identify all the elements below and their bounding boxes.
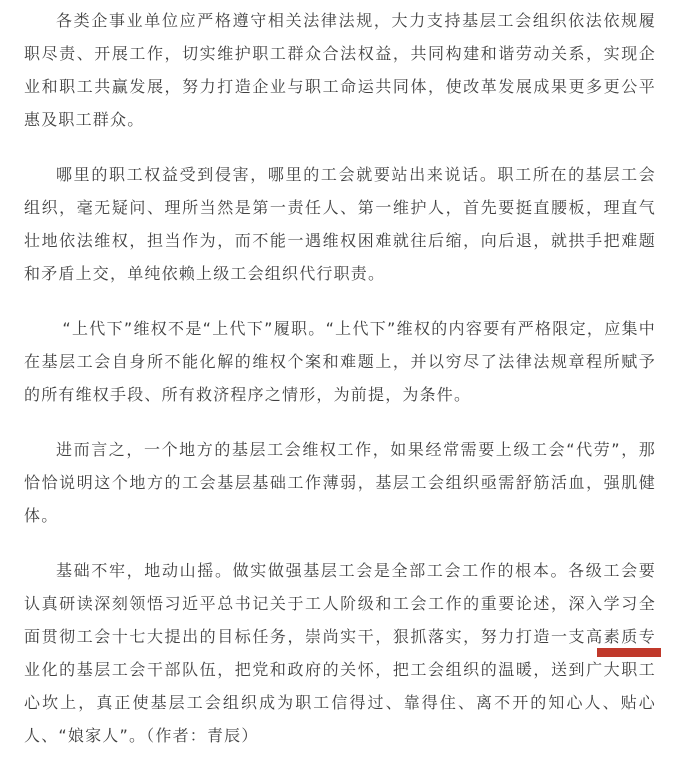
- paragraph-4: 进而言之，一个地方的基层工会维权工作，如果经常需要上级工会“代劳”，那恰恰说明这个地方的工会基层基础工作薄弱，基层工会组织亟需舒筋活血，强肌健体。: [24, 440, 656, 525]
- article-body: [24, 4, 656, 774]
- paragraph-1: 各类企事业单位应严格遵守相关法律法规，大力支持基层工会组织依法依规履职尽责、开展工作，切实维护职工群众合法权益，共同构建和谐劳动关系，实现企业和职工共赢发展，努力打造企业与职工命运共同体，使改革发展成果更多更公平惠及职工群众。: [24, 11, 656, 129]
- paragraph-5: 基础不牢，地动山摇。做实做强基层工会是全部工会工作的根本。各级工会要认真研读深刻领悟习近平总书记关于工人阶级和工会工作的重要论述，深入学习全面贯彻工会十七大提出的目标任务，崇尚实干，狠抓落实，努力打造一支高素质专业化的基层工会干部队伍，把党和政府的关怀，把工会组织的温暖，送到广大职工心坎上，真正使基层工会组织成为职工信得过、靠得住、离不开的知心人、贴心人、“娘家人”。（作者：青辰）: [24, 561, 656, 745]
- decorative-accent-bar: [597, 648, 661, 657]
- paragraph-2: 哪里的职工权益受到侵害，哪里的工会就要站出来说话。职工所在的基层工会组织，毫无疑问、理所当然是第一责任人、第一维护人，首先要挺直腰板，理直气壮地依法维权，担当作为，而不能一遇维权困难就往后缩，向后退，就拱手把难题和矛盾上交，单纯依赖上级工会组织代行职责。: [24, 165, 656, 283]
- paragraph-3: “上代下”维权不是“上代下”履职。“上代下”维权的内容要有严格限定，应集中在基层工会自身所不能化解的维权个案和难题上，并以穷尽了法律法规章程所赋予的所有维权手段、所有救济程序之情形，为前提，为条件。: [24, 319, 656, 404]
